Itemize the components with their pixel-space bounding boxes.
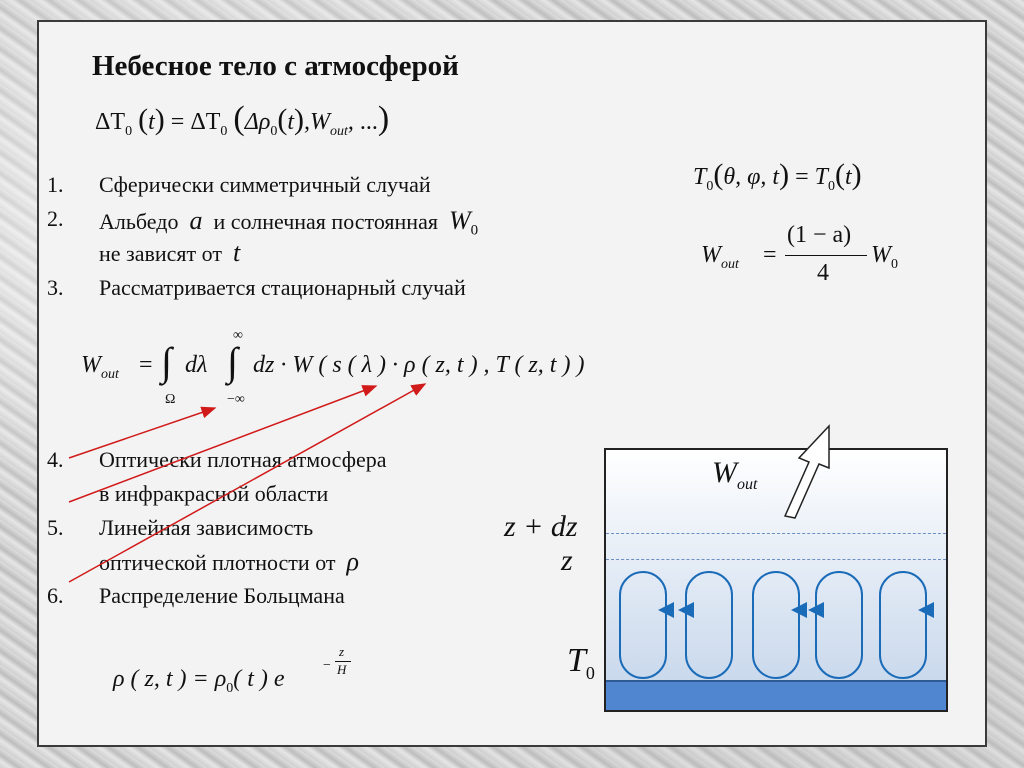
t0-label: $T_0$	[567, 642, 595, 683]
conditions-list-top: 1. Сферически симметричный случай 2. Альбедо a и солнечная постоянная $W_0$ не зависят от t 3. Рассматривается стационарный случай	[47, 172, 479, 300]
delta-t-formula: $\Delta T_0$ $(t) = \Delta T_0$ ($\Delta\rho_0(t),W_{out}$, ...)	[95, 100, 390, 139]
z-dz-label: z + dz	[504, 510, 578, 543]
wout-formula: $W_{out}$ = (1 − a) 4 $W_0$	[701, 222, 898, 286]
slide	[37, 20, 987, 747]
t0-formula: $T_0(\theta$, φ, $t) = T_0(t)$	[693, 158, 862, 194]
integral-formula: $W_{out}$ = ∫ Ω dλ ∫ ∞ −∞ dz · W ( s ( λ ) · ρ ( z, t ) , T ( z, t ) )	[81, 328, 585, 407]
wout-label: $W_{out}$	[712, 456, 758, 493]
z-label: z	[561, 544, 573, 577]
slide-title: Небесное тело с атмосферой	[92, 50, 459, 82]
boltzmann-formula: ρ ( z, t ) = $\rho_0$( t ) e − z H	[113, 644, 413, 714]
conditions-list-bottom: 4. Оптически плотная атмосфера в инфракрасной области 5. Линейная зависимость оптической плотности от ρ 6. Распределение Больцмана	[47, 447, 387, 608]
outgoing-radiation-arrow	[39, 22, 989, 749]
